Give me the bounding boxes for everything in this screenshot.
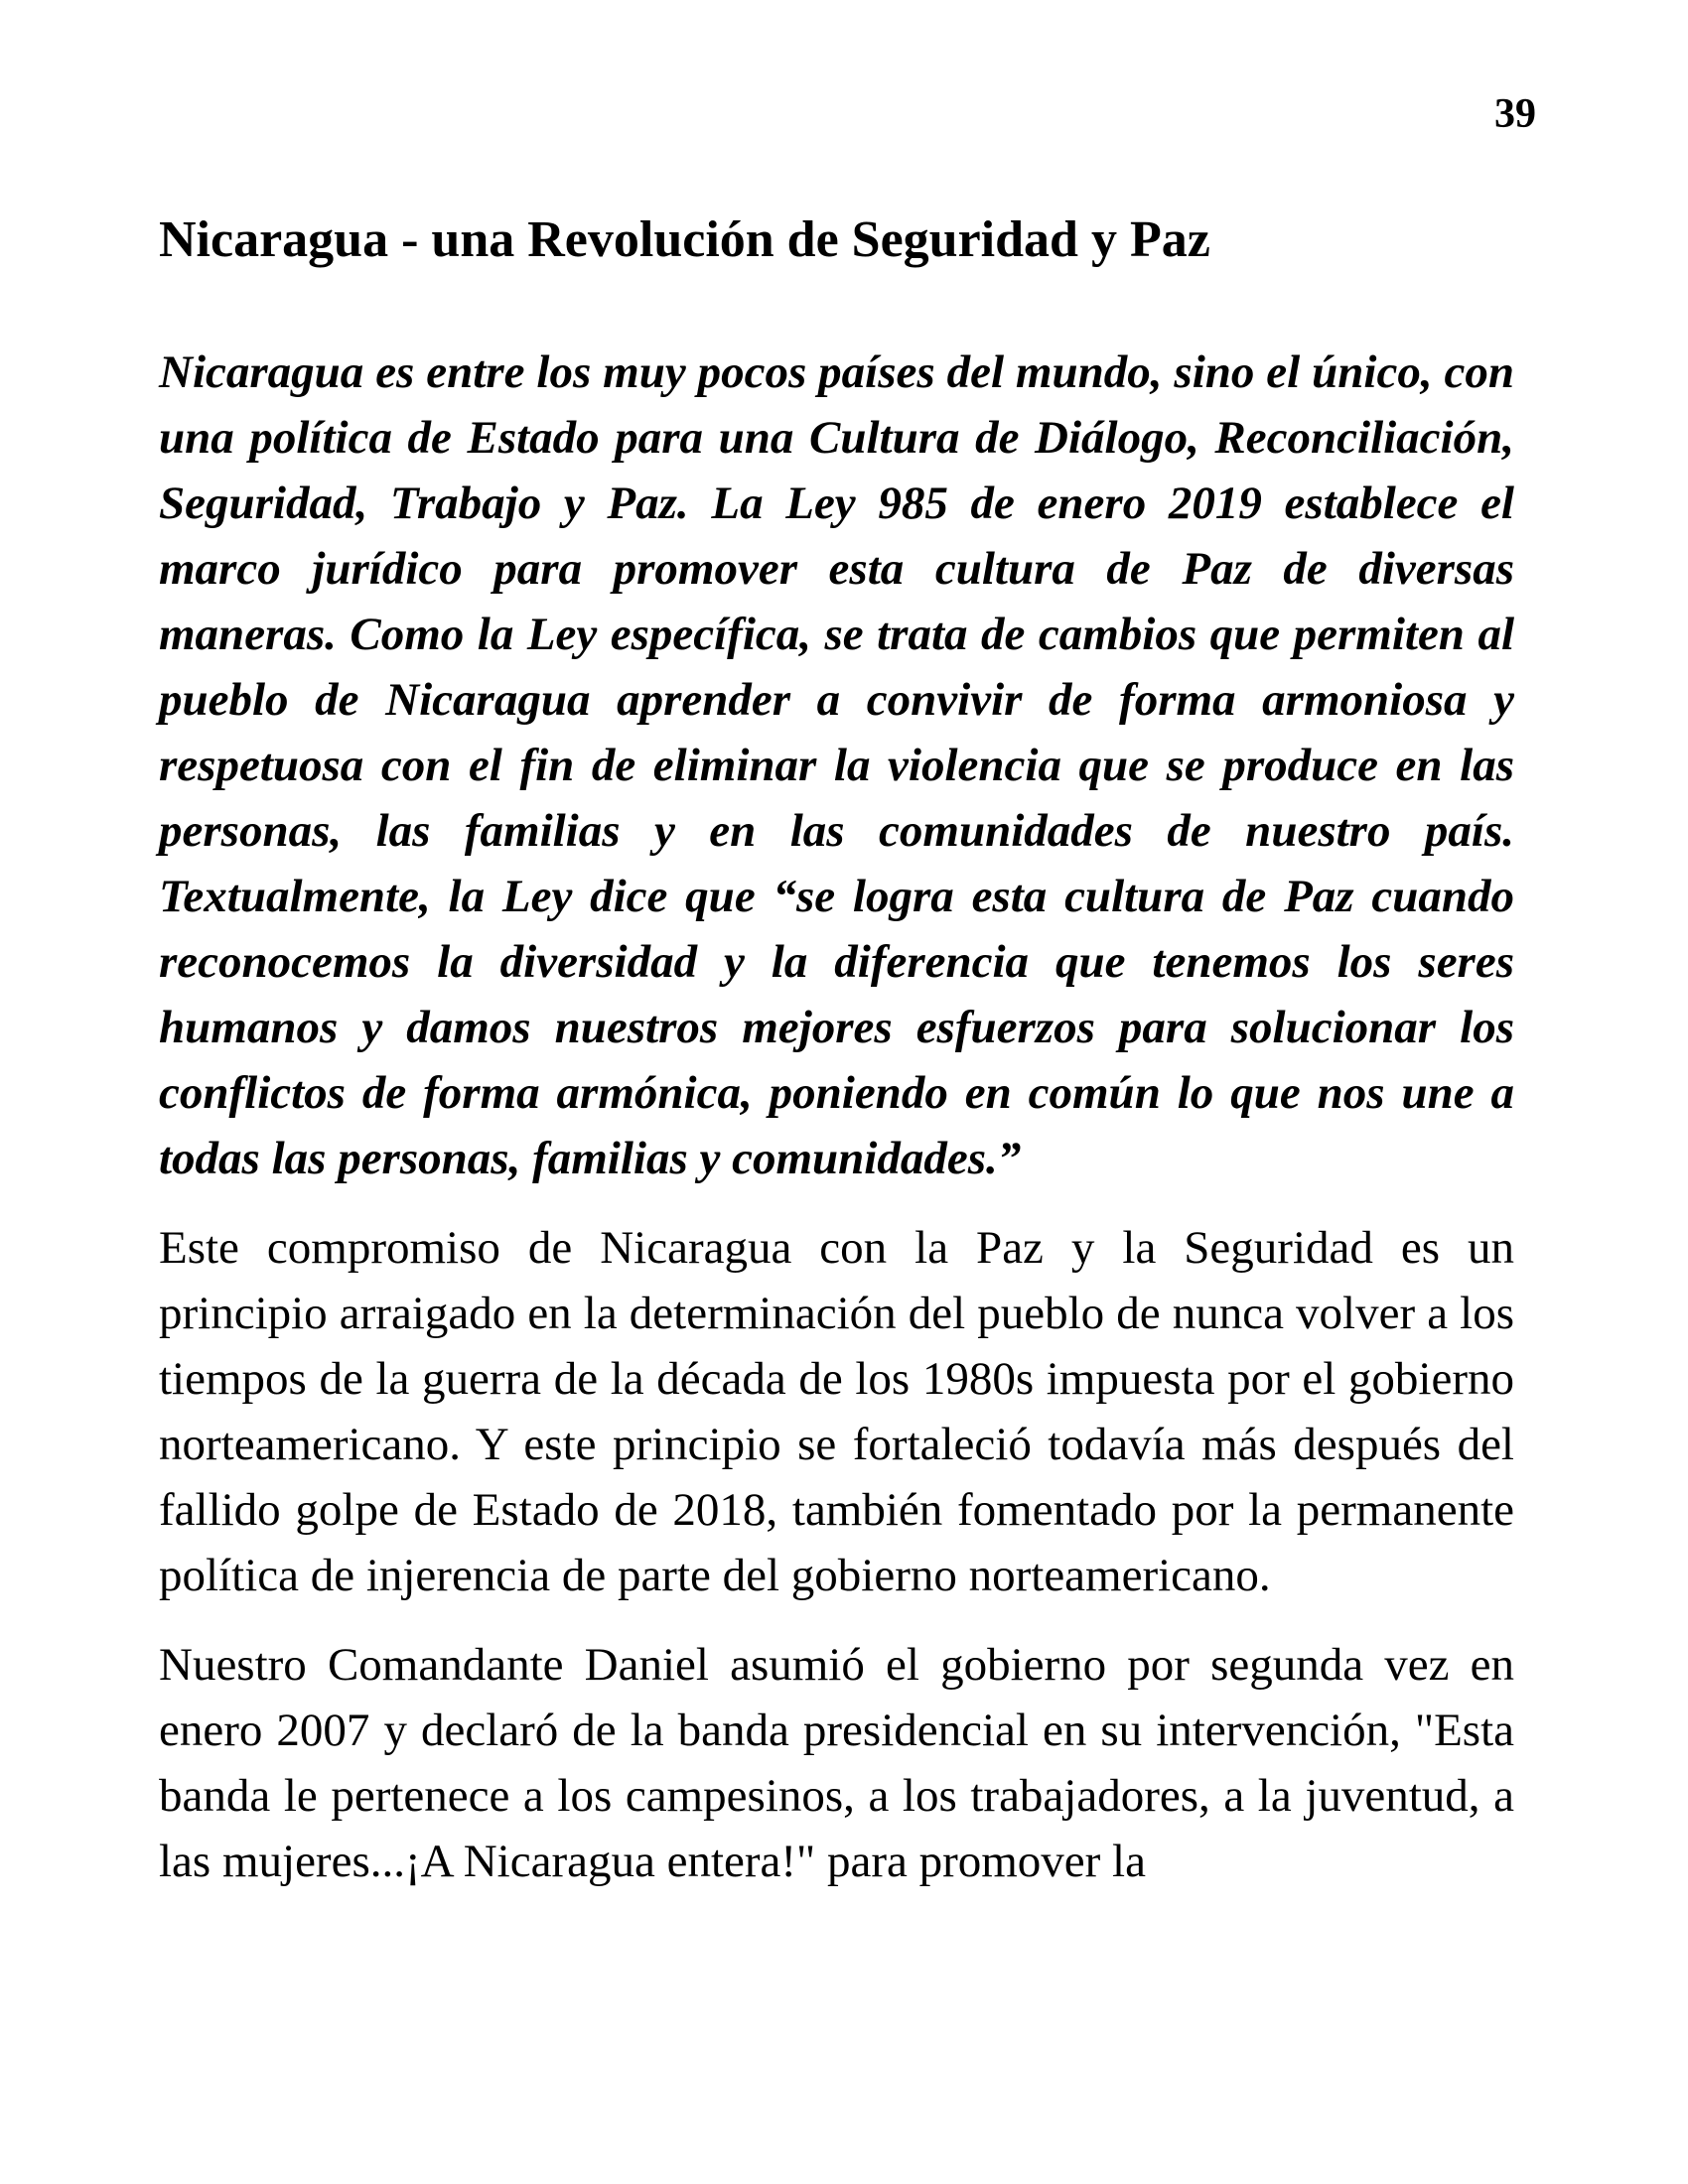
body-paragraph: Este compromiso de Nicaragua con la Paz y la Seguridad es un principio arraigado en la determinación del pueblo de nunca volver a los tiempos de la guerra de la década de los 1980s impuesta por el gobierno norteamericano. Y este principio se fortaleció todavía más después del fallido golpe de Estado de 2018, también fomentado por la permanente política de injerencia de parte del gobierno norteamericano. — [159, 1222, 1514, 1601]
page-number: 39 — [1494, 91, 1536, 137]
body-paragraph: Nuestro Comandante Daniel asumió el gobierno por segunda vez en enero 2007 y declaró de la banda presidencial en su intervención, "Esta banda le pertenece a los campesinos, a los trabajadores, a la juventud, a las mujeres...¡A Nicaragua entera!" para promover la — [159, 1639, 1514, 1887]
page-content — [159, 0, 1514, 1894]
section-heading: Nicaragua - una Revolución de Seguridad y Paz — [159, 211, 1210, 268]
lead-paragraph: Nicaragua es entre los muy pocos países del mundo, sino el único, con una política de Estado para una Cultura de Diálogo, Reconciliación, Seguridad, Trabajo y Paz. La Ley 985 de enero 2019 establece el marco jurídico para promover esta cultura de Paz de diversas maneras. Como la Ley específica, se trata de cambios que permiten al pueblo de Nicaragua aprender a convivir de forma armoniosa y respetuosa con el fin de eliminar la violencia que se produce en las personas, las familias y en las comunidades de nuestro país. Textualmente, la Ley dice que “se logra esta cultura de Paz cuando reconocemos la diversidad y la diferencia que tenemos los seres humanos y damos nuestros mejores esfuerzos para solucionar los conflictos de forma armónica, poniendo en común lo que nos une a todas las personas, familias y comunidades.” — [159, 346, 1514, 1184]
